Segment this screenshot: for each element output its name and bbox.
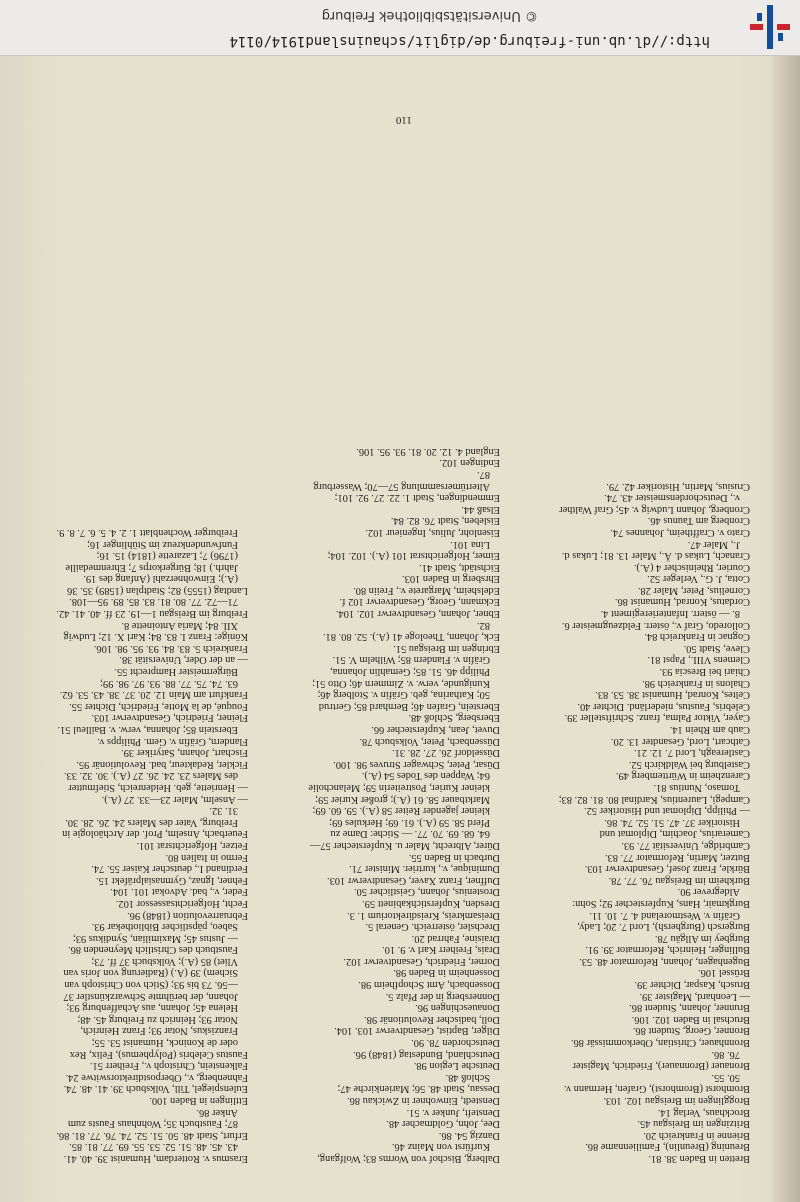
index-entry: Drostenius, Johann, Geistlicher 50. bbox=[353, 886, 500, 898]
index-entry: Donaueschingen 96. bbox=[415, 1002, 500, 1014]
index-entry: Breuning (Breunlin), Familienname 86. bbox=[585, 1141, 750, 1153]
index-entry: Fermo in Italien 80. bbox=[165, 851, 248, 863]
index-entry: Erasmus v. Rotterdam, Humanist 39. 40. 41. 43. 45. 48. 51. 52. 53. 55. 69. 77. 81. 85. bbox=[63, 1141, 248, 1164]
index-entry: Butzer, Martin, Reformator 77. 83. bbox=[604, 851, 750, 863]
index-entry: — Leonhard, Magister 39. bbox=[639, 990, 750, 1002]
index-entry: Camerarius, Joachim, Diplomat und Historiker 37. 47. 51. 52. 74. 86. bbox=[599, 816, 750, 840]
index-entry: Dürer, Albrecht, Maler u. Kupferstecher 57—64. 68. 69. 70. 77. — Stiche: Dame zu Pferd 58. 59 (A.). 61. 69; Herkules 69; kleiner jagender Reiter 58 (A.). 59. 60. 69; Marktbauer 58. 61 (A.); großer Kurier 59; kleiner Kurier, Postreiterin 59; Melancholie 64; Wappen des Todes 54 (A.). bbox=[308, 770, 500, 851]
index-entry: Dee, John, Goldmacher 48. bbox=[386, 1118, 500, 1130]
index-entry: Brunner, Johann, Student 86. bbox=[629, 1002, 750, 1014]
index-entry: Fleiner, Friedrich, Gesandtverwr 103. bbox=[91, 712, 248, 724]
index-entry: Caub am Rhein 14. bbox=[669, 724, 750, 736]
index-entry: — Anselm, Maler 23—33. 27 (A.). bbox=[101, 793, 248, 805]
index-entry: — Philipp, Diplomat und Historiker 52. bbox=[584, 805, 750, 817]
index-entry: Bullinger, Heinrich, Reformator 39. 91. bbox=[585, 944, 750, 956]
index-entry: Cambridge, Universität 77. 93. bbox=[621, 839, 750, 851]
index-column-3 bbox=[56, 526, 248, 1164]
index-entry: Celebris, Faustus, niederländ. Dichter 40. bbox=[577, 700, 750, 712]
index-entry: Densteft, Junker v. 51. bbox=[406, 1106, 500, 1118]
index-entry: Ferdinand I., deutscher Kaiser 55. 74. bbox=[91, 863, 248, 875]
index-entry: Deutsche Legion 98. bbox=[413, 1060, 500, 1072]
index-entry: Eisleben, Stadt 76. 82. 84. bbox=[390, 515, 500, 527]
index-entry: Deutschland, Bundestag (1848) 96. bbox=[353, 1048, 500, 1060]
index-entry: Fetzer, Hofgerichtsrat 101. bbox=[136, 839, 248, 851]
index-entry: Ehrsberg in Baden 103. bbox=[402, 573, 500, 585]
index-entry: Cleve, Stadt 50. bbox=[683, 642, 750, 654]
index-entry: Crato v. Crafftheim, Johannes 74. bbox=[610, 526, 750, 538]
index-entry: Cornelius, Peter, Maler 28. bbox=[637, 584, 750, 596]
index-entry: Bronnhauer, Christian, Oberkommissär 86. bbox=[570, 1037, 750, 1049]
index-entry: Cordatus, Konrad, Humanist 86. bbox=[614, 596, 750, 608]
index-entry: Doll, badischer Revolutionär 98. bbox=[364, 1013, 500, 1025]
index-entry: Ettlingen in Baden 100. bbox=[149, 1095, 248, 1107]
index-entry: Bronner, Georg, Student 86. bbox=[632, 1025, 750, 1037]
index-entry: Bronauer (Bronnauer), Friedrich, Magister 76. 86. bbox=[572, 1048, 750, 1072]
page-number: 110 bbox=[395, 114, 412, 126]
index-entry: Eichstädt, Stadt 41. bbox=[419, 561, 500, 573]
index-entry: Burgersch (Burghersh), Lord 7. 20; Lady, Gräfin v. Westmoreland 4. 7. 10. 11. bbox=[577, 909, 750, 933]
index-entry: Eberstein, Grafen 46; Bernhard 85; Gertrud 50; Katharina, geb. Gräfin v. Stolberg 46; Kunigunde, verw. v. Zimmern 46; Otto 51; Philipp 46. 51. 85; Gemahlin Johanna, Gräfin v. Flandern 85; Wilhelm V. 51. bbox=[312, 654, 500, 712]
index-entry: Carenzheim in Württemberg 49. bbox=[615, 770, 750, 782]
index-entry: Feuerbach, Anselm, Prof. der Archäologie in Freiburg, Vater des Malers 24. 26. 28. 30. 31. 32. bbox=[62, 805, 248, 840]
index-entry: Eisenlohr, Julius, Ingenieur 102. bbox=[365, 526, 500, 538]
index-entry: Drechsler, österreich. General 5. bbox=[365, 921, 500, 933]
index-entry: Erfurt, Stadt 48. 50. 51. 52. 74. 76. 77. 81. 86. 87; Faustbuch 35; Wohnhaus Fausts zum Anker 86. bbox=[56, 1106, 248, 1141]
index-entry: Clemens VIII., Papst 81. bbox=[647, 654, 750, 666]
index-entry: Britzingen im Breisgau 45. bbox=[637, 1118, 750, 1130]
index-entry: Ebner, Johann, Gesandtverwr 102. 104. bbox=[335, 608, 500, 620]
index-entry: Draisine, Fahrrad 20. bbox=[411, 932, 500, 944]
index-entry: Fischart, Johann, Satyriker 39. bbox=[121, 747, 248, 759]
index-entry: Bromhorst (Bromhorst), Grafen, Hermann v. 50. 55. bbox=[563, 1071, 750, 1095]
index-entry: Fickler, Redakteur, bad. Revolutionär 95. bbox=[76, 758, 248, 770]
index-entry: Chalons in Frankreich 98. bbox=[642, 677, 750, 689]
index-entry: — an der Oder, Universität 38. bbox=[119, 654, 248, 666]
index-entry: Burgbey im Allgäu 78. bbox=[654, 932, 750, 944]
index-column-1 bbox=[558, 480, 750, 1164]
index-entry: Düsar, Peter, Schwager Struves 98. 100. bbox=[333, 758, 500, 770]
index-entry: Dorner, Friedrich, Gesandtverwr 102. bbox=[343, 955, 500, 967]
index-entry: Landtag (1555) 82; Stadtplan (1589) 35. 36 (A.); Einwohnerzahl (Anfang des 19. Jahrh.) 18; Bürgerkorps 7; Ehrenmedaille (1796) 7; Lazarette (1814) 15. 16; Funfwundenkreuz im Stühlinger 16; Freiburger Wochenblatt 1. 2. 4. 5. 6. 7. 8. 9. bbox=[56, 526, 248, 596]
index-entry: Ebersberg, Schloß 48. bbox=[408, 712, 500, 724]
page-gutter bbox=[772, 56, 800, 1202]
book-page bbox=[0, 56, 800, 1202]
index-entry: Deutschorden 78. 90. bbox=[411, 1037, 500, 1049]
index-entry: Cayer, Viktor Palma, franz. Schriftsteller 39. bbox=[564, 712, 750, 724]
index-entry: Dossenheim in Baden 98. bbox=[393, 967, 500, 979]
index-entry: Cronberg, Johann Ludwig v. 45; Graf Walther v., Deutschordensmeister 43. 74. bbox=[559, 492, 750, 515]
index-entry: Düssenbach, Peter, Volksbuch 78. bbox=[359, 735, 500, 747]
index-entry: Courier, Rheinischer 4 (A.). bbox=[633, 561, 750, 573]
index-entry: Campegi, Laurentius, Kardinal 80. 81. 82. 83; Tomaso, Nuntius 81. bbox=[558, 782, 750, 805]
index-entry: Eimer, Hofgerichtsrat 101 (A.). 102. 104; Lina 101. bbox=[327, 538, 500, 562]
index-entry: Duvet, Jean, Kupferstecher 66. bbox=[371, 724, 500, 736]
index-entry: Fehner, Ignaz, Gymnasialpräfekt 15. bbox=[96, 874, 248, 886]
index-entry: Bretten in Baden 38. 81. bbox=[648, 1153, 750, 1164]
university-library-logo-icon bbox=[748, 5, 792, 49]
index-entry: Crusius, Martin, Historiker 42. 79. bbox=[606, 480, 750, 492]
index-entry: Cognac in Frankreich 84. bbox=[644, 631, 750, 643]
index-entry: Dalberg, Bischof von Worms 83; Wolfgang, Kurfürst von Mainz 46. bbox=[317, 1141, 500, 1164]
index-entry: Eulenspiegel, Till, Volksbuch 39. 41. 48. 74. bbox=[63, 1083, 248, 1095]
index-entry: Brienne in Frankreich 20. bbox=[643, 1129, 750, 1141]
index-entry: Cronberg am Taunus 46. bbox=[647, 515, 750, 527]
index-entry: Flandern, Gräfin v. Gem. Philipps v. Eberstein 85; Johanna, verw. v. Bailleul 51. bbox=[57, 724, 248, 747]
index-entry: Februarrevolution (1848) 96. bbox=[127, 909, 248, 921]
index-entry: Brogglingen im Breisgau 102. 103. bbox=[603, 1095, 750, 1107]
index-entry: Cathcart, Lord, Gesandter 13. 20. bbox=[610, 735, 750, 747]
index-entry: Burkheim im Breisgau 76. 77. 78. bbox=[608, 874, 750, 886]
index-entry: Eckmann, Georg, Gesandtverwr 102 f. bbox=[339, 596, 500, 608]
index-entry: Dilger, Baptist, Gesandtverwr 103. 104. bbox=[334, 1025, 500, 1037]
index-entry: Cranach, Lukas d. Ä., Maler 13. 81; Lukas d. J., Maler 47. bbox=[561, 538, 750, 562]
index-entry: Könige: Franz I. 83. 84; Karl X. 12; Ludwig XII. 84; Maria Antoinette 8. bbox=[63, 619, 248, 643]
index-entry: Frankreich 5. 83. 84. 93. 95. 98. 106. bbox=[93, 642, 248, 654]
index-entry: Duffner, Franz Xaver, Gesandtverwr 103. bbox=[327, 874, 500, 886]
index-entry: Fecht, Hofgerichtsassessor 102. bbox=[115, 897, 248, 909]
index-entry: Burgkmair, Hans, Kupferstecher 92; Sohn: Aldegrever 90. bbox=[572, 886, 750, 909]
index-entry: Freiburg im Breisgau 1—19. 23 ff. 40. 41. 42. 71—72. 77. 80. 81. 83. 85. 89. 95—108. bbox=[56, 596, 248, 620]
index-entry: Castlereagh, Lord 7. 12. 21. bbox=[633, 747, 750, 759]
header-bar bbox=[0, 0, 800, 56]
index-entry: Frankfurt am Main 12. 20. 37. 38. 43. 53. 62. 63. 74. 75. 77. 88. 93. 97. 98. 99; Bürgermeister Hamprecht 55. bbox=[59, 666, 248, 701]
index-entry: Ebringen im Breisgau 51. bbox=[393, 642, 500, 654]
index-entry: Fouqué, de la Motte, Friedrich, Dichter 55. bbox=[69, 700, 248, 712]
index-entry: Brusch, Kaspar, Dichter 39. bbox=[634, 979, 750, 991]
index-entry: Dreisamkreis, Kreisdirektorium 1. 3. bbox=[347, 909, 500, 921]
index-entry: Colloredo, Graf v., österr. Feldzeugmeister 6. 8. — österr. Infanterieregiment 4. bbox=[561, 608, 750, 631]
index-entry: Emmendingen, Stadt 1. 22. 27. 92. 101; Altertümersammlung 57—70; Wasserburg 87. bbox=[313, 468, 500, 504]
index-entry: Düsseldorf 26. 27. 28. 31. bbox=[392, 747, 500, 759]
index-entry: Faustus Celebris (Polyphemus), Felix, Rex oder de Koninck, Humanist 53. 55; Franziskus, Notar 93; Franz Heinrich, Notar 93; Heinrich zu Freiburg 45. 48; Helena 45; Johann, aus Achaffenburg 93; Johann, der berühmte Schwarzkünstler 37—56. 73 bis 93; (Stich von Christoph van Sichem) 39 (A.) (Radierung von Joris van Vliet) 85 (A.); Volksbuch 37 ff. 73; Faustbuch des Christlich Meynenden 86. — Justus 45; Maximilian, Syndikus 93; Sabeo, päpstlicher Bibliothekar 93. bbox=[63, 921, 248, 1060]
page-url[interactable]: http://dl.ub.uni-freiburg.de/diglit/schauinsland1914/0114 bbox=[229, 33, 710, 49]
index-entry: Danzig 54. 86. bbox=[438, 1129, 500, 1141]
index-entry: — Henriette, geb. Heidenreich, Stiefmutter des Malers 23. 24. 26. 27 (A.). 30. 32. 33. bbox=[63, 770, 248, 793]
index-entry: Donnersberg in der Pfalz 5. bbox=[385, 990, 500, 1002]
index-entry: Bruchsal in Baden 102. 106. bbox=[631, 1013, 750, 1025]
index-entry: Cotta, J. G., Verleger 52. bbox=[647, 573, 750, 585]
index-entry: Drais, Freiherr Karl v. 9. 10. bbox=[382, 944, 500, 956]
index-entry: Bürkle, Franz Josef, Gesandtverwr 103. bbox=[584, 863, 750, 875]
index-entry: Endingen 102. bbox=[439, 457, 500, 469]
index-entry: Duminique, v., kurtrier. Minister 71. bbox=[349, 863, 500, 875]
index-entry: Castelburg bei Waldkirch 52. bbox=[628, 758, 750, 770]
index-entry: Brüssel 106. bbox=[698, 967, 750, 979]
index-entry: Dossenbach, Amt Schopfheim 98. bbox=[358, 979, 500, 991]
index-entry: Elsaß 44. bbox=[461, 503, 500, 515]
index-entry: Eck, Johann, Theologe 41 (A.). 52. 80. 81. 82. bbox=[323, 619, 500, 643]
copyright-notice: © Universitätsbibliothek Freiburg bbox=[321, 8, 538, 23]
index-entry: Falkenstein, Christoph v., Freiherr 51. bbox=[89, 1060, 248, 1072]
index-entry: Edelsheim, Margarete v., Freiin 80. bbox=[353, 584, 500, 596]
index-entry: Dessau, Stadt 48. 56; Marienkirche 47; Schloß 48. bbox=[337, 1071, 500, 1095]
index-entry: Brockhaus, Verlag 14. bbox=[657, 1106, 750, 1118]
index-entry: England 4. 12. 20. 81. 93. 95. 106. bbox=[356, 445, 500, 457]
index-entry: Fahnenberg, v., Oberpostdirektorswitwe 24. bbox=[65, 1071, 248, 1083]
index-entry: Durbach in Baden 55. bbox=[408, 851, 500, 863]
index-entry: Chiari bei Brescia 93. bbox=[659, 666, 750, 678]
index-entry: Dresden, Kupferstichkabinett 59. bbox=[362, 897, 500, 909]
index-entry: Bugenhagen, Johann, Reformator 48. 53. bbox=[579, 955, 750, 967]
index-column-2 bbox=[308, 445, 500, 1164]
index-entry: Feder, v., bad. Advokat 101. 104. bbox=[110, 886, 248, 898]
index-entry: Celtes, Konrad, Humanist 38. 53. 83. bbox=[595, 689, 750, 701]
index-entry: Denstedt, Einwohner in Zwickau 86. bbox=[347, 1095, 500, 1107]
